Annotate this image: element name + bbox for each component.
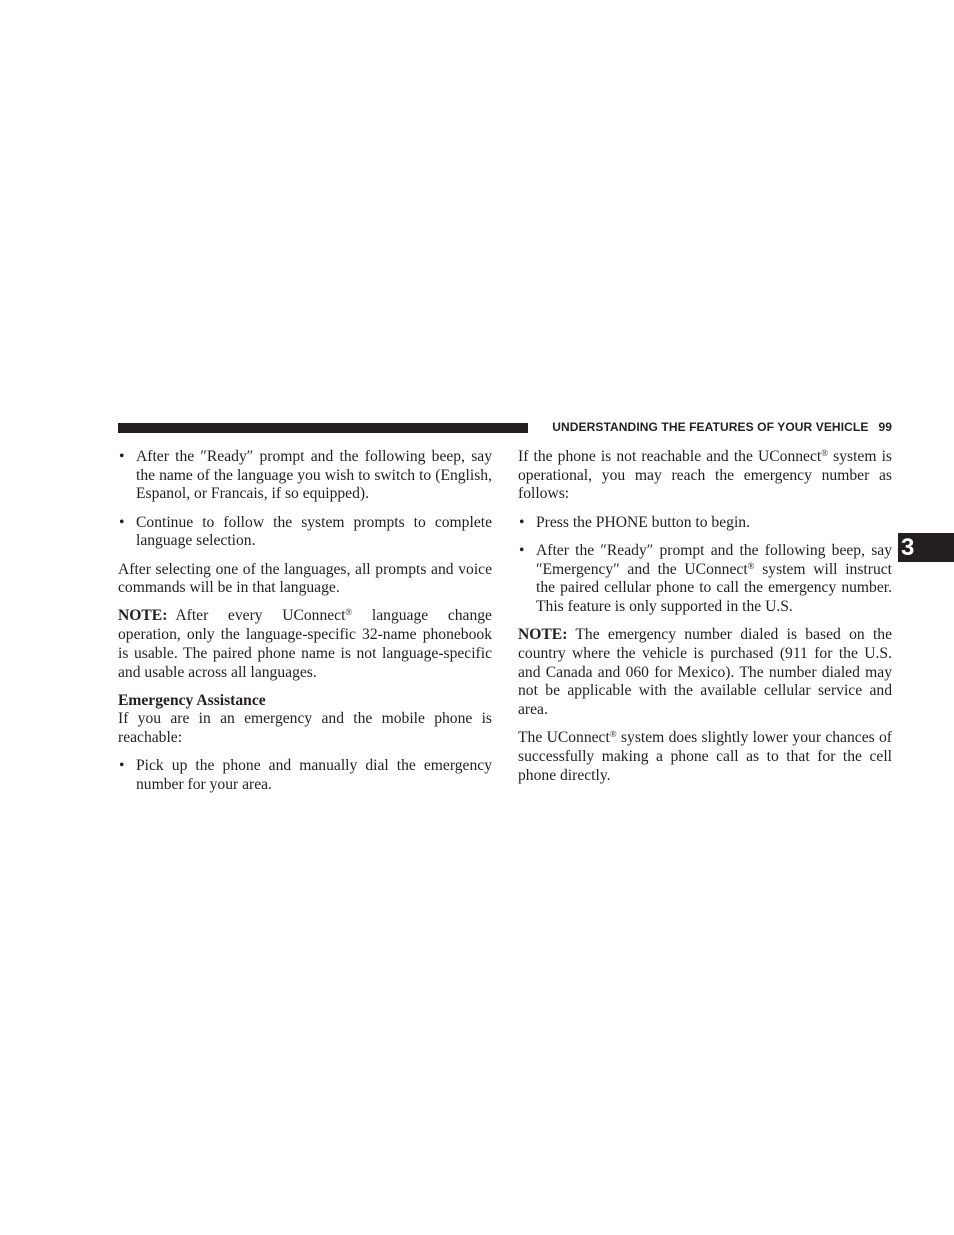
note-label: NOTE: (118, 607, 168, 625)
header-title: UNDERSTANDING THE FEATURES OF YOUR VEHICLE (552, 420, 869, 434)
paragraph-text-start: If the phone is not reachable and the UConnect (518, 448, 822, 465)
list-item-text: Press the PHONE button to begin. (536, 513, 750, 531)
paragraph (518, 729, 892, 785)
note-text: The emergency number dialed is based on the country where the vehicle is purchased (911 for the U.S. and Canada and 060 for Mexico). The number dialed may not be applicable with the available cellular service and area. (518, 626, 892, 718)
list-item (118, 757, 492, 794)
paragraph-text-end: system is operational, you may reach the emergency number as follows: (518, 448, 892, 503)
paragraph-text-start: The UConnect (518, 729, 610, 747)
list-item-text: Pick up the phone and manually dial the emergency number for your area. (136, 757, 492, 794)
paragraph-text-end: system does slightly lower your chances of successfully making a phone call as to that for the cell phone directly. (518, 729, 892, 784)
left-column (118, 448, 492, 804)
bullet-icon: • (119, 448, 125, 465)
note-label: NOTE: (518, 626, 568, 644)
list-item-text-start: After the ″Ready″ prompt and the following beep, say ″Emergency″ and the UConnect (536, 541, 892, 578)
note-text-end: language change operation, only the language-specific 32-name phonebook is usable. The paired phone name is not language-specific and usable across all languages. (118, 607, 492, 681)
list-item (518, 542, 892, 617)
chapter-tab: 3 (898, 533, 954, 562)
running-header (538, 420, 892, 434)
registered-mark: ® (345, 607, 353, 618)
registered-mark: ® (747, 560, 755, 571)
list-item (118, 448, 492, 504)
paragraph (518, 448, 892, 504)
list-item-text: After the ″Ready″ prompt and the following beep, say the name of the language you wish to switch to (English, Espanol, or Francais, if so equipped). (136, 448, 492, 503)
bullet-icon: • (119, 513, 125, 531)
list-item (518, 514, 892, 533)
note-paragraph (518, 626, 892, 720)
paragraph: If you are in an emergency and the mobile phone is reachable: (118, 710, 492, 747)
registered-mark: ® (821, 448, 829, 458)
list-item (118, 514, 492, 551)
bullet-icon: • (519, 513, 525, 531)
section-heading: Emergency Assistance (118, 691, 266, 709)
list-item-text: Continue to follow the system prompts to complete language selection. (136, 513, 492, 550)
right-column (518, 448, 892, 795)
note-text-start: After every UConnect (175, 607, 346, 625)
paragraph: After selecting one of the languages, all prompts and voice commands will be in that language. (118, 560, 492, 597)
bullet-icon: • (519, 541, 525, 559)
list-item-text-end: system will instruct the paired cellular phone to call the emergency number. This feature is only supported in the U.S. (536, 560, 892, 615)
note-paragraph (118, 607, 492, 682)
header-rule (118, 423, 528, 433)
page-number: 99 (878, 420, 892, 434)
bullet-icon: • (119, 757, 125, 775)
registered-mark: ® (609, 729, 617, 740)
